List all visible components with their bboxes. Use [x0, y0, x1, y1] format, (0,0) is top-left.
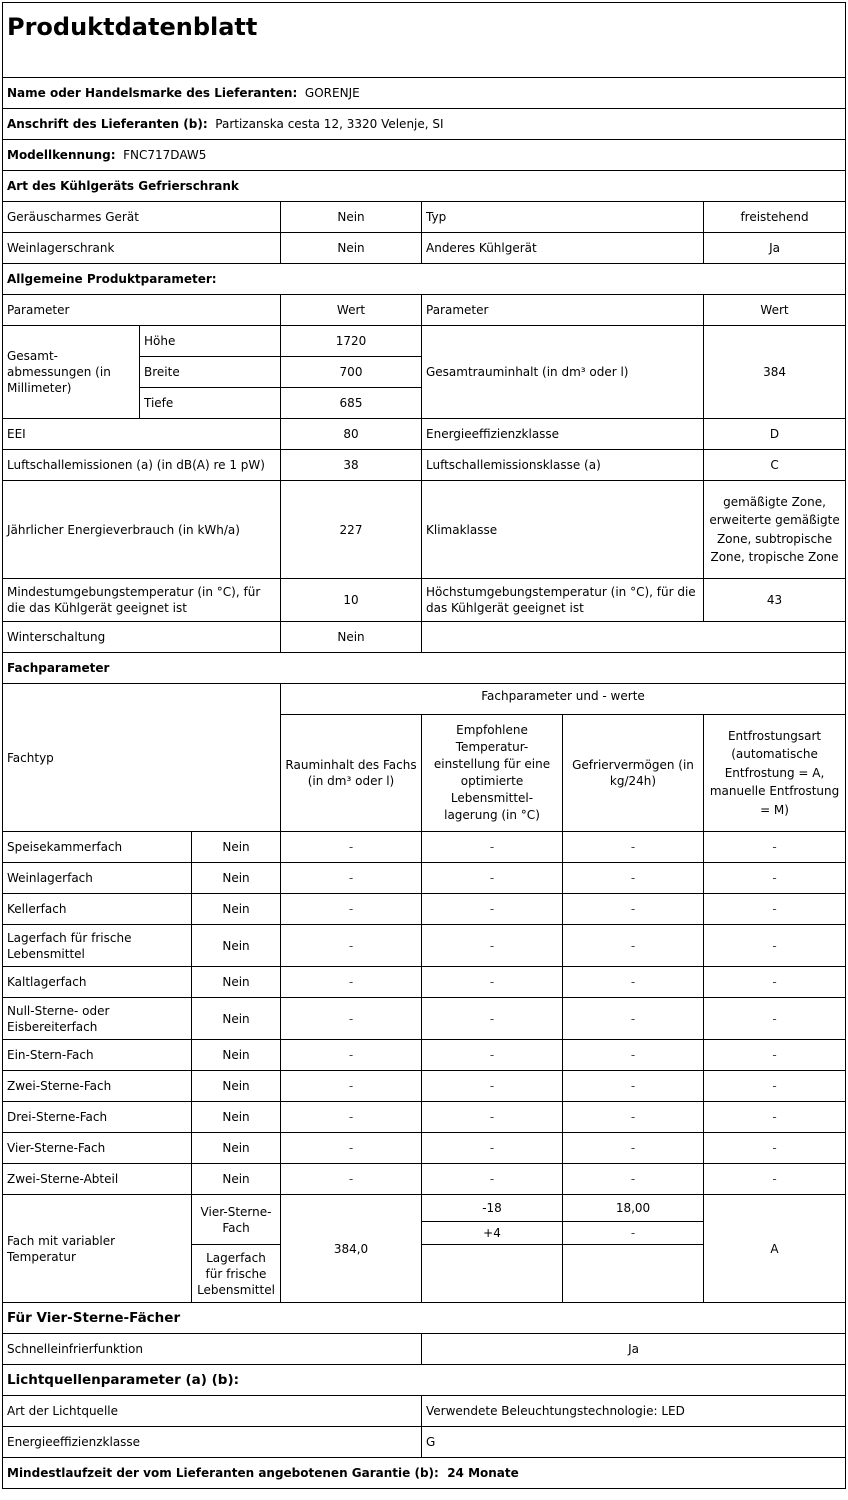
compartment-name: Zwei-Sterne-Abteil	[3, 1164, 192, 1195]
low-noise-label: Geräuscharmes Gerät	[3, 202, 281, 233]
page-title: Produktdatenblatt	[3, 3, 846, 78]
compartment-temp: -	[422, 1040, 563, 1071]
compartment-defrost: -	[704, 1102, 846, 1133]
volume-value: 384	[704, 326, 846, 419]
compartment-name: Kaltlagerfach	[3, 967, 192, 998]
param-header-2: Parameter	[422, 295, 704, 326]
compartment-temp: -	[422, 925, 563, 967]
eei-value: 80	[281, 419, 422, 450]
winter-value: Nein	[281, 622, 422, 653]
warranty-row	[3, 1458, 846, 1489]
compartment-defrost: -	[704, 1164, 846, 1195]
min-temp-label: Mindestumgebungstemperatur (in °C), für die das Kühlgerät geeignet ist	[3, 579, 281, 622]
compartment-freeze: -	[563, 967, 704, 998]
compartment-row	[3, 894, 846, 925]
compartment-volume: -	[281, 1040, 422, 1071]
variable-defrost: A	[704, 1195, 846, 1303]
compartment-temp: -	[422, 967, 563, 998]
width-value: 700	[281, 357, 422, 388]
light-heading: Lichtquellenparameter (a) (b):	[3, 1365, 846, 1396]
compartment-freeze: -	[563, 1164, 704, 1195]
depth-value: 685	[281, 388, 422, 419]
defrost-header: Entfrostungsart (automatische Entfrostung = A, manuelle Entfrostung = M)	[704, 715, 846, 832]
compartment-name: Drei-Sterne-Fach	[3, 1102, 192, 1133]
energy-class-label: Energieeffizienzklasse	[422, 419, 704, 450]
compartment-defrost: -	[704, 1133, 846, 1164]
max-temp-label: Höchstumgebungstemperatur (in °C), für die das Kühlgerät geeignet ist	[422, 579, 704, 622]
compartment-freeze: -	[563, 1040, 704, 1071]
compartment-freeze: -	[563, 1133, 704, 1164]
compartment-present: Nein	[192, 832, 281, 863]
climate-class-value: gemäßigte Zone, erweiterte gemäßigte Zone, subtropische Zone, tropische Zone	[704, 481, 846, 579]
compartment-freeze: -	[563, 1102, 704, 1133]
depth-label: Tiefe	[140, 388, 281, 419]
address-value: Partizanska cesta 12, 3320 Velenje, SI	[215, 117, 444, 131]
compartment-defrost: -	[704, 894, 846, 925]
width-label: Breite	[140, 357, 281, 388]
appliance-type: Art des Kühlgeräts Gefrierschrank	[3, 171, 846, 202]
compartment-freeze: -	[563, 998, 704, 1040]
compartment-name: Zwei-Sterne-Fach	[3, 1071, 192, 1102]
model-value: FNC717DAW5	[123, 148, 207, 162]
variable-freeze-2: -	[563, 1222, 704, 1245]
compartment-rows	[3, 832, 846, 1195]
winter-empty	[422, 622, 846, 653]
light-class-label: Energieeffizienzklasse	[3, 1427, 422, 1458]
variable-temp-empty	[422, 1245, 563, 1303]
compartment-volume: -	[281, 894, 422, 925]
compartment-row	[3, 1133, 846, 1164]
compartment-defrost: -	[704, 832, 846, 863]
compartment-row	[3, 967, 846, 998]
model-label: Modellkennung:	[7, 148, 116, 162]
compartment-volume: -	[281, 1102, 422, 1133]
compartment-row	[3, 1071, 846, 1102]
compartment-present: Nein	[192, 925, 281, 967]
height-label: Höhe	[140, 326, 281, 357]
four-star-heading: Für Vier-Sterne-Fächer	[3, 1303, 846, 1334]
warranty-label: Mindestlaufzeit der vom Lieferanten angebotenen Garantie (b):	[7, 1466, 439, 1480]
wine-cabinet-label: Weinlagerschrank	[3, 233, 281, 264]
variable-volume: 384,0	[281, 1195, 422, 1303]
compartment-freeze: -	[563, 863, 704, 894]
quick-freeze-value: Ja	[422, 1334, 846, 1365]
compartment-name: Ein-Stern-Fach	[3, 1040, 192, 1071]
compartment-name: Weinlagerfach	[3, 863, 192, 894]
max-temp-value: 43	[704, 579, 846, 622]
type-label: Typ	[422, 202, 704, 233]
compartment-row	[3, 998, 846, 1040]
light-type-label: Art der Lichtquelle	[3, 1396, 422, 1427]
compartment-present: Nein	[192, 863, 281, 894]
compartment-defrost: -	[704, 1071, 846, 1102]
compartment-type-header: Fachtyp	[3, 684, 281, 832]
energy-class-value: D	[704, 419, 846, 450]
model-row	[3, 140, 846, 171]
compartment-row	[3, 832, 846, 863]
height-value: 1720	[281, 326, 422, 357]
address-row	[3, 109, 846, 140]
compartment-temp: -	[422, 894, 563, 925]
annual-energy-value: 227	[281, 481, 422, 579]
variable-temp-label: Fach mit variabler Temperatur	[3, 1195, 192, 1303]
compartment-volume: -	[281, 832, 422, 863]
compartment-row	[3, 1102, 846, 1133]
supplier-row	[3, 78, 846, 109]
compartment-name: Speisekammerfach	[3, 832, 192, 863]
compartment-freeze: -	[563, 894, 704, 925]
compartment-name: Lagerfach für frische Lebensmittel	[3, 925, 192, 967]
volume-header: Rauminhalt des Fachs (in dm³ oder l)	[281, 715, 422, 832]
supplier-value: GORENJE	[304, 86, 360, 100]
light-type-value: Verwendete Beleuchtungstechnologie: LED	[422, 1396, 846, 1427]
compartment-volume: -	[281, 998, 422, 1040]
noise-class-value: C	[704, 450, 846, 481]
compartment-present: Nein	[192, 998, 281, 1040]
annual-energy-label: Jährlicher Energieverbrauch (in kWh/a)	[3, 481, 281, 579]
volume-label: Gesamtrauminhalt (in dm³ oder l)	[422, 326, 704, 419]
compartment-temp: -	[422, 1071, 563, 1102]
compartment-volume: -	[281, 925, 422, 967]
value-header: Wert	[281, 295, 422, 326]
supplier-label: Name oder Handelsmarke des Lieferanten:	[7, 86, 298, 100]
temp-header: Empfohlene Temperatur-einstellung für eine optimierte Lebensmittel-lagerung (in °C)	[422, 715, 563, 832]
quick-freeze-label: Schnelleinfrierfunktion	[3, 1334, 422, 1365]
compartment-temp: -	[422, 832, 563, 863]
variable-sub-fresh: Lagerfach für frische Lebensmittel	[192, 1245, 281, 1303]
compartment-volume: -	[281, 967, 422, 998]
compartment-freeze: -	[563, 925, 704, 967]
min-temp-value: 10	[281, 579, 422, 622]
freeze-header: Gefriervermögen (in kg/24h)	[563, 715, 704, 832]
climate-class-label: Klimaklasse	[422, 481, 704, 579]
compartment-row	[3, 925, 846, 967]
compartment-group-header: Fachparameter und - werte	[281, 684, 846, 715]
type-value: freistehend	[704, 202, 846, 233]
variable-sub-four-star: Vier-Sterne-Fach	[192, 1195, 281, 1245]
variable-freeze-1: 18,00	[563, 1195, 704, 1222]
compartment-temp: -	[422, 863, 563, 894]
compartment-volume: -	[281, 1071, 422, 1102]
value-header-2: Wert	[704, 295, 846, 326]
compartment-volume: -	[281, 863, 422, 894]
param-header: Parameter	[3, 295, 281, 326]
address-label: Anschrift des Lieferanten (b):	[7, 117, 208, 131]
noise-label: Luftschallemissionen (a) (in dB(A) re 1 pW)	[3, 450, 281, 481]
light-class-value: G	[422, 1427, 846, 1458]
compartment-defrost: -	[704, 863, 846, 894]
compartment-temp: -	[422, 1102, 563, 1133]
compartment-defrost: -	[704, 998, 846, 1040]
compartment-volume: -	[281, 1133, 422, 1164]
compartment-present: Nein	[192, 1071, 281, 1102]
compartment-temp: -	[422, 998, 563, 1040]
compartment-present: Nein	[192, 894, 281, 925]
winter-label: Winterschaltung	[3, 622, 281, 653]
compartment-temp: -	[422, 1164, 563, 1195]
noise-class-label: Luftschallemissionsklasse (a)	[422, 450, 704, 481]
eei-label: EEI	[3, 419, 281, 450]
compartment-freeze: -	[563, 1071, 704, 1102]
compartment-defrost: -	[704, 967, 846, 998]
compartment-heading: Fachparameter	[3, 653, 846, 684]
variable-temp-1: -18	[422, 1195, 563, 1222]
compartment-temp: -	[422, 1133, 563, 1164]
compartment-row	[3, 863, 846, 894]
noise-value: 38	[281, 450, 422, 481]
dimensions-label: Gesamt-abmessungen (in Millimeter)	[3, 326, 140, 419]
compartment-name: Kellerfach	[3, 894, 192, 925]
variable-temp-2: +4	[422, 1222, 563, 1245]
low-noise-value: Nein	[281, 202, 422, 233]
compartment-defrost: -	[704, 925, 846, 967]
compartment-present: Nein	[192, 1164, 281, 1195]
wine-cabinet-value: Nein	[281, 233, 422, 264]
compartment-row	[3, 1164, 846, 1195]
other-appliance-value: Ja	[704, 233, 846, 264]
compartment-present: Nein	[192, 967, 281, 998]
compartment-row	[3, 1040, 846, 1071]
compartment-freeze: -	[563, 832, 704, 863]
other-appliance-label: Anderes Kühlgerät	[422, 233, 704, 264]
compartment-volume: -	[281, 1164, 422, 1195]
product-data-sheet	[2, 2, 845, 1489]
compartment-present: Nein	[192, 1133, 281, 1164]
compartment-defrost: -	[704, 1040, 846, 1071]
compartment-present: Nein	[192, 1040, 281, 1071]
variable-freeze-empty	[563, 1245, 704, 1303]
warranty-value: 24 Monate	[447, 1466, 519, 1480]
general-heading: Allgemeine Produktparameter:	[3, 264, 846, 295]
compartment-name: Null-Sterne- oder Eisbereiterfach	[3, 998, 192, 1040]
compartment-present: Nein	[192, 1102, 281, 1133]
data-sheet-table	[2, 2, 846, 1489]
compartment-name: Vier-Sterne-Fach	[3, 1133, 192, 1164]
